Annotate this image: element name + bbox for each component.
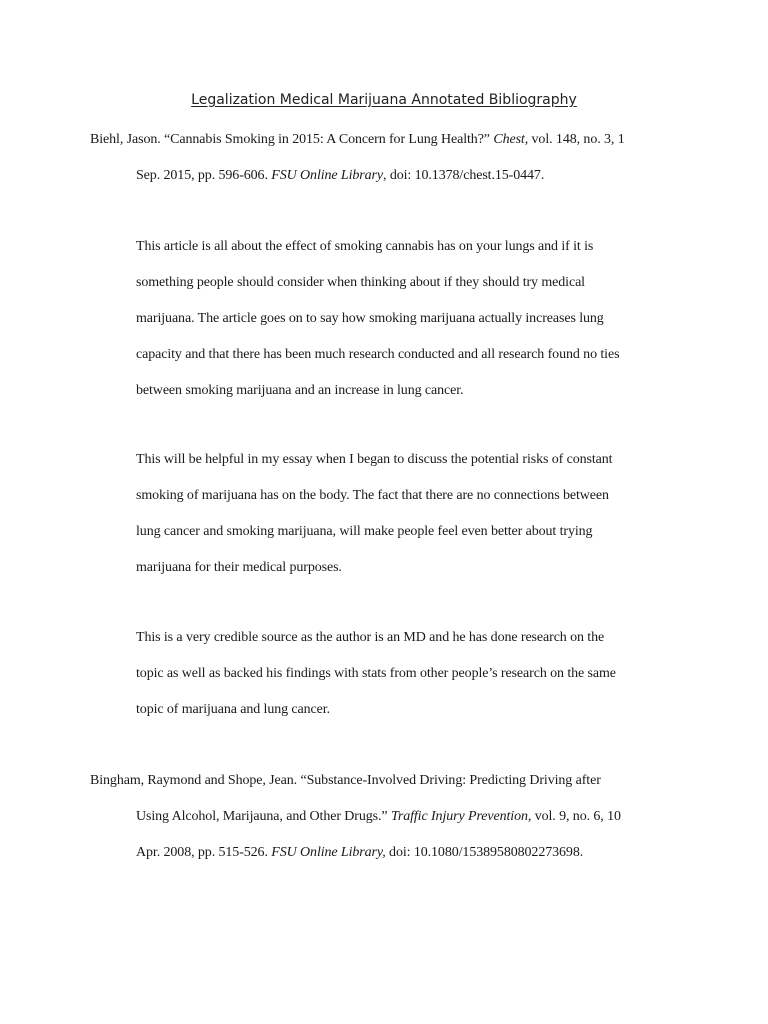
paragraph-line: topic as well as backed his findings with stats from other people’s research on the same <box>136 666 616 681</box>
paragraph-line: smoking of marijuana has on the body. The fact that there are no connections between <box>136 488 609 503</box>
citation-entry-1 <box>90 122 726 194</box>
database-name: FSU Online Library <box>271 168 384 183</box>
paragraph-line: This article is all about the effect of smoking cannabis has on your lungs and if it is <box>136 239 594 254</box>
citation-1-line-1: Biehl, Jason. “Cannabis Smoking in 2015: A Concern for Lung Health?” Chest, vol. 148, no. 3, 1 <box>90 132 625 147</box>
paragraph-line: This is a very credible source as the author is an MD and he has done research on the <box>136 630 605 645</box>
paragraph-line: marijuana. The article goes on to say how smoking marijuana actually increases lung <box>136 311 604 326</box>
annotation-paragraph-1 <box>136 229 676 409</box>
document-title: Legalization Medical Marijuana Annotated Bibliography <box>191 92 577 108</box>
paragraph-line: This will be helpful in my essay when I began to discuss the potential risks of constant <box>136 452 613 467</box>
paragraph-line: lung cancer and smoking marijuana, will make people feel even better about trying <box>136 524 593 539</box>
paragraph-line: marijuana for their medical purposes. <box>136 560 342 575</box>
annotation-paragraph-3 <box>136 620 676 728</box>
citation-2-line-1: Bingham, Raymond and Shope, Jean. “Substance-Involved Driving: Predicting Driving after <box>90 773 601 788</box>
citation-1-line-2: Sep. 2015, pp. 596-606. FSU Online Library, doi: 10.1378/chest.15-0447. <box>136 168 545 183</box>
journal-title: Chest, <box>493 132 529 147</box>
citation-entry-2 <box>90 763 726 871</box>
journal-title: Traffic Injury Prevention, <box>390 809 532 824</box>
paragraph-line: between smoking marijuana and an increase in lung cancer. <box>136 383 464 398</box>
citation-2-line-2: Using Alcohol, Marijauna, and Other Drugs.” Traffic Injury Prevention, vol. 9, no. 6, 10 <box>136 809 621 824</box>
citation-2-line-3: Apr. 2008, pp. 515-526. FSU Online Library, doi: 10.1080/15389580802273698. <box>136 845 584 860</box>
paragraph-line: capacity and that there has been much research conducted and all research found no ties <box>136 347 620 362</box>
paragraph-line: something people should consider when thinking about if they should try medical <box>136 275 585 290</box>
paragraph-line: topic of marijuana and lung cancer. <box>136 702 330 717</box>
annotation-paragraph-2 <box>136 442 676 586</box>
database-name: FSU Online Library, <box>271 845 386 860</box>
